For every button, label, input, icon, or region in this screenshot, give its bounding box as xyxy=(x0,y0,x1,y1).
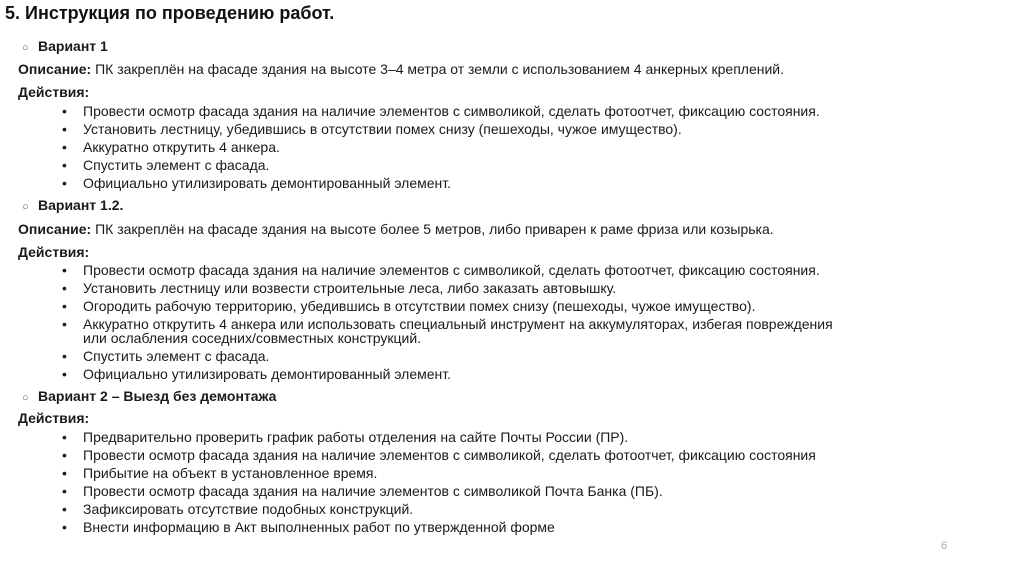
list-item: • Спустить элемент с фасада. xyxy=(62,348,270,364)
list-item: • Провести осмотр фасада здания на наличие элементов с символикой Почта Банка (ПБ). xyxy=(62,483,663,499)
page-number: 6 xyxy=(941,540,948,552)
list-item: • Прибытие на объект в установленное время. xyxy=(62,465,378,481)
variant-1-2-heading xyxy=(22,197,123,215)
list-item: • Аккуратно открутить 4 анкера. xyxy=(62,139,280,155)
variant-1-heading xyxy=(22,38,108,56)
list-item: • Официально утилизировать демонтированный элемент. xyxy=(62,366,451,382)
variant-2-heading xyxy=(22,388,276,406)
variant-label: Вариант 2 – Выезд без демонтажа xyxy=(38,388,277,404)
list-item: • Аккуратно открутить 4 анкера или использовать специальный инструмент на аккумуляторах, избегая повреждения xyxy=(62,316,833,332)
list-item: • Огородить рабочую территорию, убедившись в отсутствии помех снизу (пешеходы, чужое имущество). xyxy=(62,298,756,314)
circle-bullet-icon: ○ xyxy=(22,392,29,404)
variant-label: Вариант 1 xyxy=(38,38,108,54)
list-item: • Провести осмотр фасада здания на наличие элементов с символикой, сделать фотоотчет, фиксацию состояния. xyxy=(62,103,820,119)
page-title: 5. Инструкция по проведению работ. xyxy=(5,3,335,23)
circle-bullet-icon: ○ xyxy=(22,42,29,54)
actions-label: Действия: xyxy=(18,244,90,260)
list-item: • Установить лестницу, убедившись в отсутствии помех снизу (пешеходы, чужое имущество). xyxy=(62,121,682,137)
list-item: • Провести осмотр фасада здания на наличие элементов с символикой, сделать фотоотчет, фиксацию состояния. xyxy=(62,262,820,278)
variant-label: Вариант 1.2. xyxy=(38,197,124,213)
description-label: Описание: xyxy=(18,61,92,77)
list-item: • Спустить элемент с фасада. xyxy=(62,157,270,173)
list-item: • Установить лестницу или возвести строительные леса, либо заказать автовышку. xyxy=(62,280,617,296)
list-item: • Официально утилизировать демонтированный элемент. xyxy=(62,175,451,191)
description-text: ПК закреплён на фасаде здания на высоте 3–4 метра от земли с использованием 4 анкерных креплений. xyxy=(91,61,785,77)
description-label: Описание: xyxy=(18,221,92,237)
description-text: ПК закреплён на фасаде здания на высоте более 5 метров, либо приварен к раме фриза или козырька. xyxy=(91,221,774,237)
list-item: • Провести осмотр фасада здания на наличие элементов с символикой, сделать фотоотчет, фиксацию состояния xyxy=(62,447,816,463)
list-item-continuation: или ослабления соседних/совместных конструкций. xyxy=(83,330,422,346)
list-item: • Предварительно проверить график работы отделения на сайте Почты России (ПР). xyxy=(62,429,629,445)
actions-label: Действия: xyxy=(18,410,90,426)
actions-label: Действия: xyxy=(18,84,90,100)
list-item: • Внести информацию в Акт выполненных работ по утвержденной форме xyxy=(62,519,555,535)
list-item: • Зафиксировать отсутствие подобных конструкций. xyxy=(62,501,414,517)
variant-1-2-description xyxy=(18,221,774,237)
circle-bullet-icon: ○ xyxy=(22,201,29,213)
variant-1-description xyxy=(18,61,784,77)
